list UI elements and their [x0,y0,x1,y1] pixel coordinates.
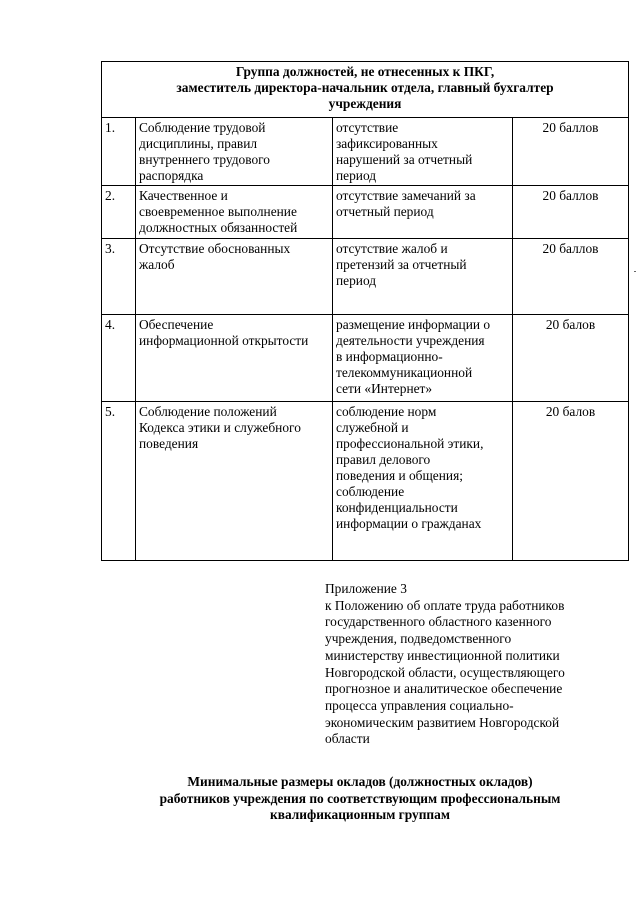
indicator-line: нарушений за отчетный [336,152,473,167]
criterion-cell [136,315,333,402]
indicator-line: отчетный период [336,204,434,219]
criterion-line: поведения [139,436,199,451]
criterion-cell [136,186,333,239]
indicator-line: отсутствие [336,120,399,135]
section-title-line: квалификационным группам [270,807,450,822]
table-header-line: учреждения [328,96,402,111]
indicator-cell [333,239,513,315]
criterion-line: Соблюдение положений [139,404,277,419]
criterion-line: Обеспечение [139,317,214,332]
indicator-cell [333,118,513,186]
indicator-line: отсутствие жалоб и [336,241,448,256]
indicator-line: отсутствие замечаний за [336,188,476,203]
criterion-cell [136,118,333,186]
indicator-line: зафиксированных [336,136,438,151]
indicator-line: конфиденциальности [336,500,458,515]
criterion-line: должностных обязанностей [139,220,298,235]
indicator-line: служебной и [336,420,409,435]
table-row [102,239,629,315]
scan-speck [634,271,636,272]
criterion-cell [136,402,333,561]
indicator-line: период [336,168,377,183]
table-row [102,402,629,561]
indicator-line: профессиональной этики, [336,436,484,451]
table-header [102,62,629,118]
appendix-line: экономическим развитием Новгородской [325,714,560,730]
table-header-row [102,62,629,118]
appendix-line: Приложение 3 [325,581,407,596]
criterion-line: жалоб [139,257,175,272]
indicator-line: размещение информации о [336,317,491,332]
appendix-line: государственного областного казенного [325,614,552,630]
indicator-line: правил делового [336,452,431,467]
appendix-line: учреждения, подведомственного [325,631,512,647]
row-number: 5. [102,402,136,561]
score-cell: 20 баллов [513,239,629,315]
indicator-line: сети «Интернет» [336,381,433,396]
score-cell: 20 балов [513,402,629,561]
indicator-line: претензий за отчетный [336,257,467,272]
appendix-line: Новгородской области, осуществляющего [325,664,565,680]
appendix-line: процесса управления социально- [325,697,514,713]
criterion-line: распорядка [139,168,204,183]
indicator-line: информации о гражданах [336,516,482,531]
indicator-line: деятельности учреждения [336,333,485,348]
criterion-line: Отсутствие обоснованных [139,241,291,256]
appendix-line: к Положению об оплате труда работников [325,597,565,613]
section-title-line: работников учреждения по соответствующим профессиональным [159,790,561,806]
appendix-line: прогнозное и аналитическое обеспечение [325,681,563,697]
criterion-line: информационной открытости [139,333,309,348]
indicator-cell [333,186,513,239]
indicator-line: поведения и общения; [336,468,463,483]
indicator-cell [333,402,513,561]
indicator-cell [333,315,513,402]
criterion-line: Качественное и [139,188,228,203]
row-number: 1. [102,118,136,186]
criterion-line: Кодекса этики и служебного [139,420,301,435]
indicator-line: соблюдение норм [336,404,437,419]
table-row [102,315,629,402]
indicator-line: соблюдение [336,484,405,499]
section-title [100,774,620,824]
table-header-line: Группа должностей, не отнесенных к ПКГ, [235,64,495,79]
row-number: 4. [102,315,136,402]
appendix-line: области [325,731,370,747]
criterion-line: внутреннего трудового [139,152,270,167]
score-cell: 20 балов [513,315,629,402]
table-header-line: заместитель директора-начальник отдела, главный бухгалтер [176,80,554,95]
indicator-line: период [336,273,377,288]
criteria-table [101,61,629,561]
indicator-line: телекоммуникационной [336,365,473,380]
table-row [102,186,629,239]
score-cell: 20 баллов [513,186,629,239]
criterion-line: своевременное выполнение [139,204,297,219]
section-title-line: Минимальные размеры окладов (должностных окладов) [187,774,533,789]
score-cell: 20 баллов [513,118,629,186]
row-number: 2. [102,186,136,239]
row-number: 3. [102,239,136,315]
criterion-line: дисциплины, правил [139,136,258,151]
criterion-line: Соблюдение трудовой [139,120,266,135]
appendix-block [325,581,625,748]
indicator-line: в информационно- [336,349,443,364]
criterion-cell [136,239,333,315]
table-row [102,118,629,186]
appendix-line: министерству инвестиционной политики [325,647,560,663]
